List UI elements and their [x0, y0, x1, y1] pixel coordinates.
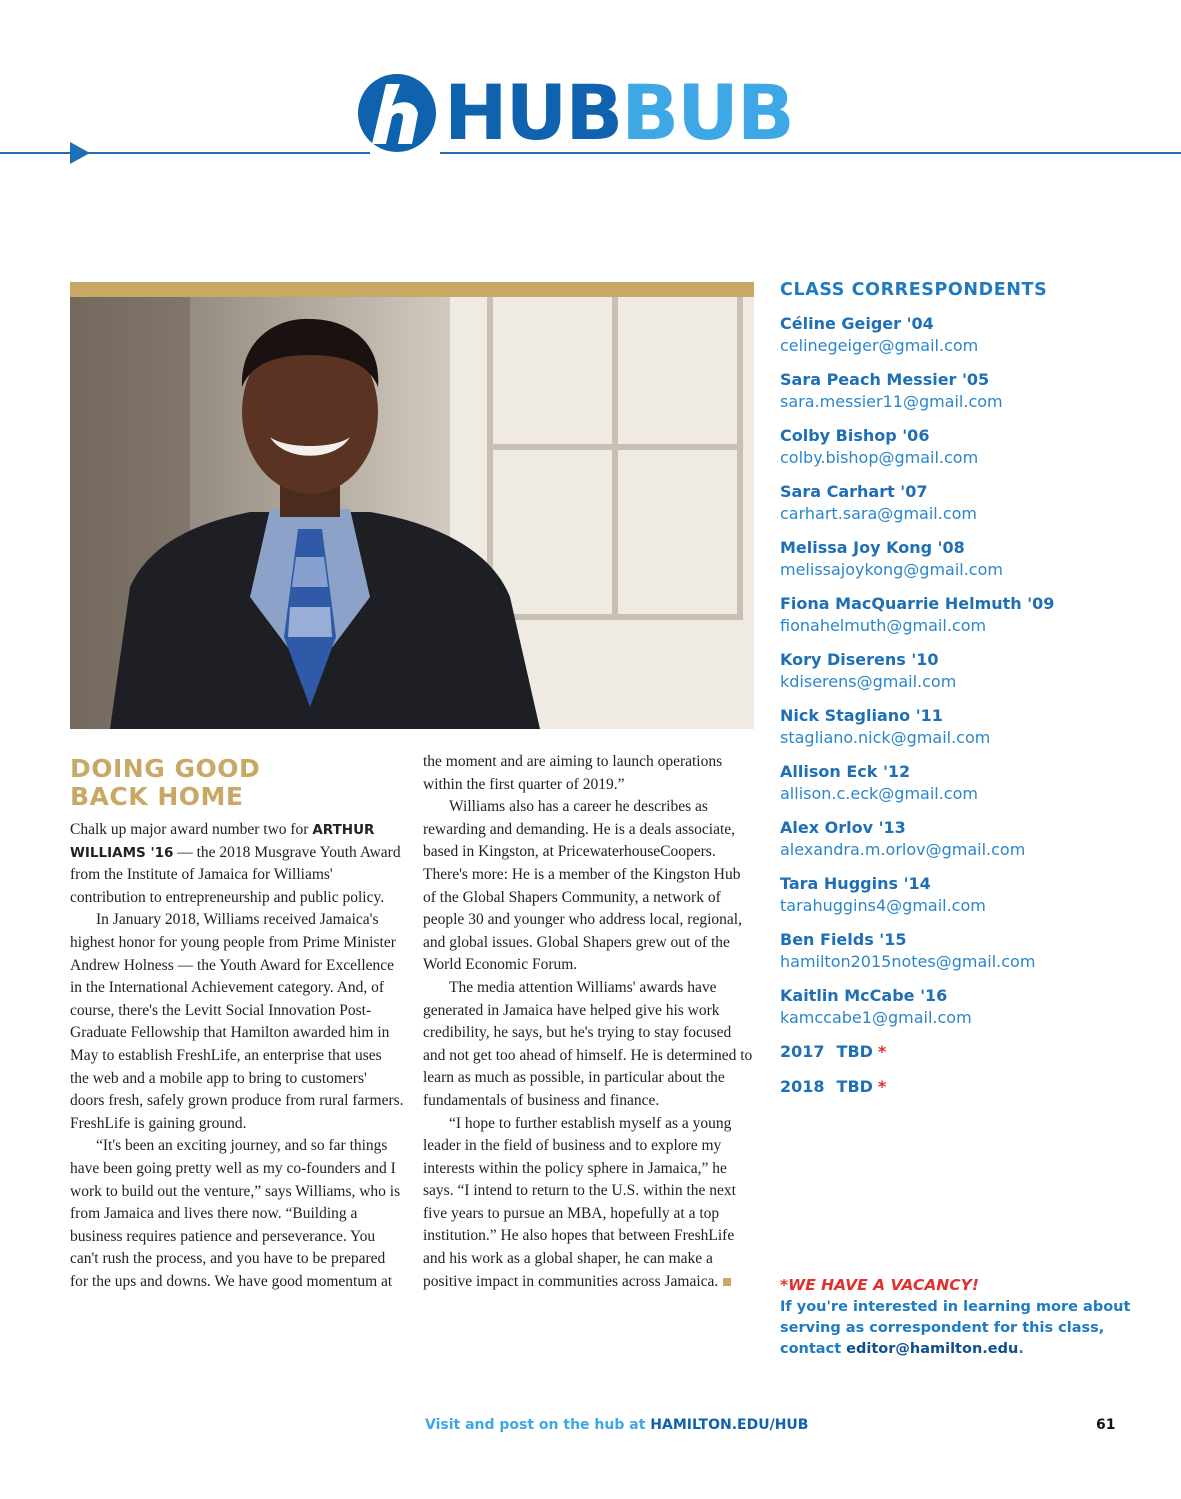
tbd-label: TBD	[836, 1042, 873, 1061]
logo-hub-text: HUB	[444, 68, 622, 157]
correspondent-name: Fiona MacQuarrie Helmuth '09	[780, 594, 1055, 613]
tbd-year: 2017	[780, 1042, 825, 1061]
paragraph	[70, 819, 404, 909]
paragraph: “It's been an exciting journey, and so far things have been going pretty well as my co-founders and I work to build out the venture,” says Williams, who is from Jamaica and lives there now. “Building a business requires patience and perseverance. You can't rush the process, and you have to be prepared for the ups and downs. We have good momentum at	[70, 1137, 401, 1290]
correspondent-email[interactable]: hamilton2015notes@gmail.com	[780, 952, 1036, 971]
correspondent-email[interactable]: carhart.sara@gmail.com	[780, 504, 977, 523]
correspondent-entry	[780, 817, 1160, 861]
tbd-list	[780, 1041, 1160, 1098]
correspondent-email[interactable]: tarahuggins4@gmail.com	[780, 896, 986, 915]
correspondent-entry	[780, 481, 1160, 525]
header-rule-left	[0, 152, 370, 154]
paragraph-text: “I hope to further establish myself as a young leader in the field of business and to explore my interests within the policy sphere in Jamaica,” he says. “I intend to return to the U.S. within the next five years to pursue an MBA, hopefully at a top institution.” He also hopes that between FreshLife and his work as a global shaper, he can make a positive impact in communities across Jamaica.	[423, 1114, 736, 1290]
class-correspondents-sidebar	[780, 280, 1160, 1111]
correspondents-list	[780, 313, 1160, 1029]
correspondent-email[interactable]: allison.c.eck@gmail.com	[780, 784, 978, 803]
photo-accent-bar	[70, 282, 754, 297]
page-number: 61	[1096, 1417, 1116, 1433]
correspondent-email[interactable]: celinegeiger@gmail.com	[780, 336, 979, 355]
correspondent-name: Melissa Joy Kong '08	[780, 538, 965, 557]
paragraph-text: — the 2018 Musgrave Youth Award from the Institute of Jamaica for Williams' contribution to entrepreneurship and public policy.	[70, 843, 401, 906]
vacancy-notice	[780, 1273, 1170, 1360]
correspondent-entry	[780, 761, 1160, 805]
vacancy-title: *WE HAVE A VACANCY!	[780, 1276, 979, 1294]
correspondent-name: Kaitlin McCabe '16	[780, 986, 948, 1005]
correspondent-name: Colby Bishop '06	[780, 426, 930, 445]
tbd-entry	[780, 1041, 1160, 1063]
arrow-icon	[70, 142, 90, 164]
correspondent-email[interactable]: kamccabe1@gmail.com	[780, 1008, 972, 1027]
correspondent-name: Kory Diserens '10	[780, 650, 939, 669]
paragraph: In January 2018, Williams received Jamaica's highest honor for young people from Prime Minister Andrew Holness — the Youth Award for Excellence in the International Achievement category. And, of course, there's the Levitt Social Innovation Post-Graduate Fellowship that Hamilton awarded him in May to establish FreshLife, an enterprise that uses the web and a mobile app to bring to customers' doors fresh, safely grown produce from rural farmers. FreshLife is gaining ground.	[70, 911, 404, 1132]
paragraph: The media attention Williams' awards have generated in Jamaica have helped give his work credibility, he says, but he's trying to stay focused and not get too ahead of himself. He is determined to learn as much as possible, in particular about the fundamentals of business and finance.	[423, 978, 753, 1109]
correspondent-entry	[780, 929, 1160, 973]
correspondent-name: Allison Eck '12	[780, 762, 911, 781]
editor-email-link[interactable]: editor@hamilton.edu	[846, 1341, 1019, 1357]
vacancy-star-icon: *	[877, 1077, 887, 1096]
article-title-line1: DOING GOOD	[70, 754, 261, 783]
correspondent-email[interactable]: stagliano.nick@gmail.com	[780, 728, 991, 747]
tbd-entry	[780, 1076, 1160, 1098]
correspondent-entry	[780, 369, 1160, 413]
vacancy-body: If you're interested in learning more about serving as correspondent for this class, contact	[780, 1299, 1131, 1357]
footer-url-link[interactable]: HAMILTON.EDU/HUB	[650, 1417, 809, 1433]
article-title-line2: BACK HOME	[70, 782, 244, 811]
correspondent-entry	[780, 649, 1160, 693]
article-column-2	[423, 751, 753, 1293]
correspondent-email[interactable]: colby.bishop@gmail.com	[780, 448, 979, 467]
vacancy-star-icon: *	[877, 1042, 887, 1061]
tbd-year: 2018	[780, 1077, 825, 1096]
correspondent-entry	[780, 873, 1160, 917]
paragraph	[423, 1113, 753, 1294]
end-mark-icon	[723, 1278, 731, 1286]
hamilton-h-logo-icon	[356, 72, 438, 154]
correspondent-email[interactable]: melissajoykong@gmail.com	[780, 560, 1003, 579]
tbd-label: TBD	[836, 1077, 873, 1096]
hubbub-logo	[356, 68, 793, 158]
correspondent-entry	[780, 313, 1160, 357]
correspondent-name: Sara Peach Messier '05	[780, 370, 990, 389]
paragraph-text: Chalk up major award number two for	[70, 821, 313, 838]
correspondent-name: Alex Orlov '13	[780, 818, 906, 837]
correspondent-entry	[780, 425, 1160, 469]
correspondent-name: Céline Geiger '04	[780, 314, 934, 333]
paragraph: the moment and are aiming to launch operations within the first quarter of 2019.”	[423, 753, 723, 793]
logo-bub-text: BUB	[621, 68, 793, 157]
correspondent-entry	[780, 593, 1160, 637]
correspondent-name: Tara Huggins '14	[780, 874, 931, 893]
correspondent-email[interactable]: fionahelmuth@gmail.com	[780, 616, 987, 635]
portrait-photo	[70, 297, 754, 729]
correspondent-name: Sara Carhart '07	[780, 482, 928, 501]
article-column-1	[70, 819, 404, 1293]
footer-visit-label: Visit and post on the hub at	[425, 1417, 651, 1433]
correspondent-email[interactable]: kdiserens@gmail.com	[780, 672, 957, 691]
correspondent-email[interactable]: sara.messier11@gmail.com	[780, 392, 1003, 411]
article-title	[70, 755, 400, 811]
subject-name: ARTHUR WILLIAMS '16	[70, 822, 375, 861]
correspondent-name: Nick Stagliano '11	[780, 706, 943, 725]
portrait-illustration	[70, 297, 754, 729]
sidebar-heading: CLASS CORRESPONDENTS	[780, 280, 1048, 300]
correspondent-email[interactable]: alexandra.m.orlov@gmail.com	[780, 840, 1026, 859]
paragraph: Williams also has a career he describes as rewarding and demanding. He is a deals associate, based in Kingston, at PricewaterhouseCoopers. There's more: He is a member of the Kingston Hub of the Global Shapers Community, a network of people 30 and younger who address local, regional, and global issues. Global Shapers grew out of the World Economic Forum.	[423, 798, 742, 974]
footer-visit-text	[425, 1417, 808, 1433]
correspondent-entry	[780, 705, 1160, 749]
correspondent-entry	[780, 985, 1160, 1029]
correspondent-entry	[780, 537, 1160, 581]
vacancy-end: .	[1018, 1341, 1024, 1357]
correspondent-name: Ben Fields '15	[780, 930, 907, 949]
vacancy-text	[780, 1297, 1170, 1360]
